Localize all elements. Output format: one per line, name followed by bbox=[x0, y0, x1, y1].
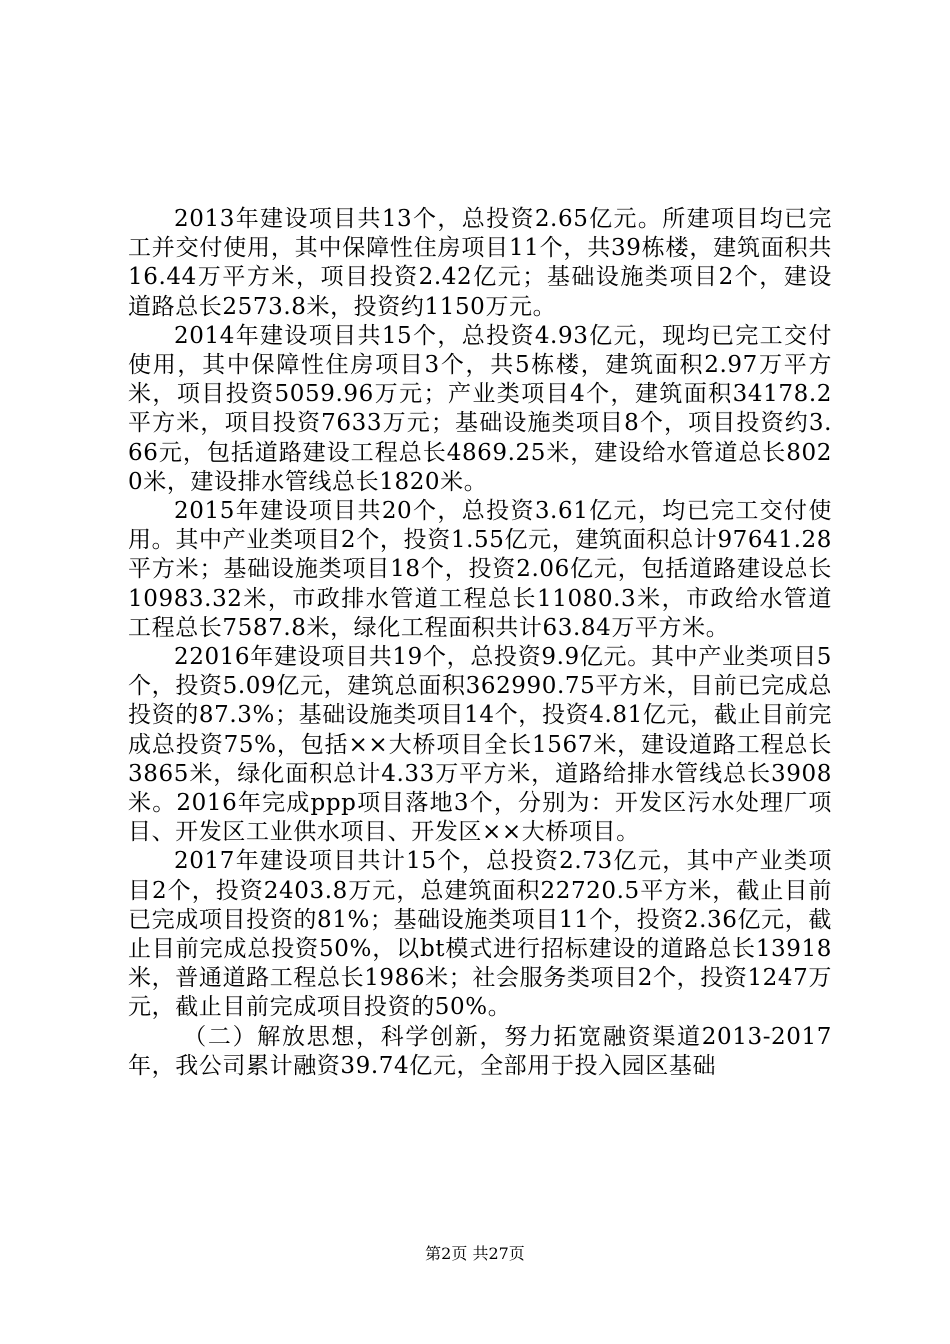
paragraph-2014-projects: 2014年建设项目共15个，总投资4.93亿元，现均已完工交付使用，其中保障性住房项目3个，共5栋楼，建筑面积2.97万平方米，项目投资5059.96万元；产业类项目4个，建筑面积34178.2平方米，项目投资7633万元；基础设施类项目8个，项目投资约3.66元，包括道路建设工程总长4869.25米，建设给水管道总长8020米，建设排水管线总长1820米。 bbox=[128, 322, 832, 495]
document-body bbox=[128, 205, 832, 1081]
paragraph-2015-projects: 2015年建设项目共20个，总投资3.61亿元，均已完工交付使用。其中产业类项目2个，投资1.55亿元，建筑面积总计97641.28平方米；基础设施类项目18个，投资2.06亿元，包括道路建设总长10983.32米，市政排水管道工程总长11080.3米，市政给水管道工程总长7587.8米，绿化工程面积共计63.84万平方米。 bbox=[128, 498, 832, 641]
paragraph-2013-projects: 2013年建设项目共13个，总投资2.65亿元。所建项目均已完工并交付使用，其中保障性住房项目11个，共39栋楼，建筑面积共16.44万平方米，项目投资2.42亿元；基础设施类项目2个，建设道路总长2573.8米，投资约1150万元。 bbox=[128, 206, 832, 320]
page-footer bbox=[0, 1244, 950, 1264]
page-number-label: 第2页 共27页 bbox=[425, 1244, 525, 1263]
paragraph-2016-projects: 22016年建设项目共19个，总投资9.9亿元。其中产业类项目5个，投资5.09亿元，建筑总面积362990.75平方米，目前已完成总投资的87.3%；基础设施类项目14个，投资4.81亿元，截止目前完成总投资75%，包括××大桥项目全长1567米，建设道路工程总长3865米，绿化面积总计4.33万平方米，道路给排水管线总长3908米。2016年完成ppp项目落地3个，分别为：开发区污水处理厂项目、开发区工业供水项目、开发区××大桥项目。 bbox=[128, 644, 832, 846]
paragraph-2017-projects: 2017年建设项目共计15个，总投资2.73亿元，其中产业类项目2个，投资2403.8万元，总建筑面积22720.5平方米，截止目前已完成项目投资的81%；基础设施类项目11个，投资2.36亿元，截止目前完成总投资50%，以bt模式进行招标建设的道路总长13918米，普通道路工程总长1986米；社会服务类项目2个，投资1247万元，截止目前完成项目投资的50%。 bbox=[128, 848, 832, 1021]
paragraph-financing-section: （二）解放思想，科学创新，努力拓宽融资渠道2013-2017年，我公司累计融资39.74亿元，全部用于投入园区基础 bbox=[128, 1023, 832, 1079]
